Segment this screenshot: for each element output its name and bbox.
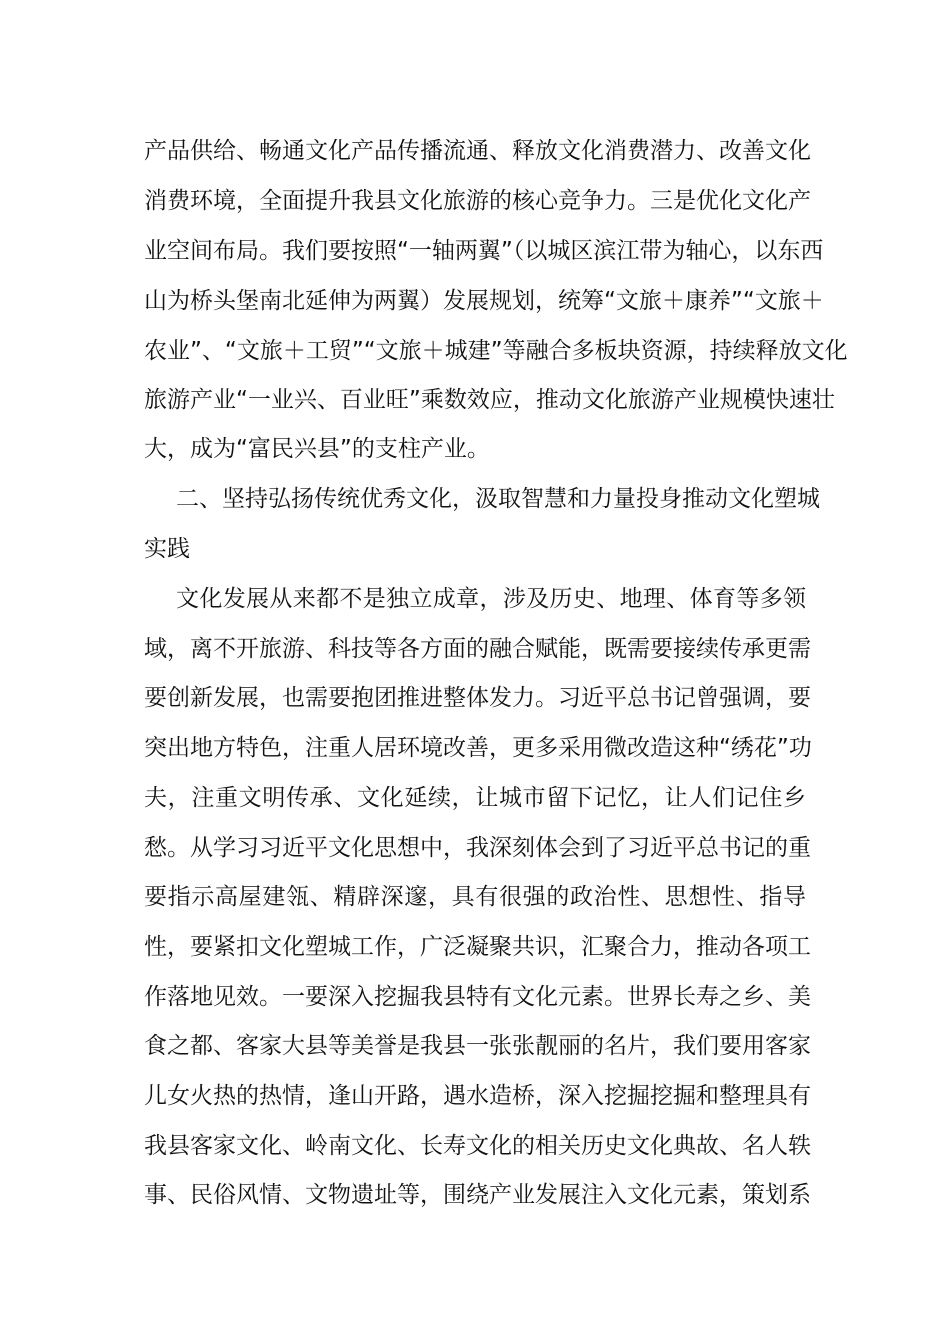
text-line: 产品供给、畅通文化产品传播流通、释放文化消费潜力、改善文化 xyxy=(144,138,811,164)
text-line: 突出地方特色，注重人居环境改善，更多采用微改造这种“绣花”功 xyxy=(144,735,812,761)
text-line: 业空间布局。我们要按照“一轴两翼”（以城区滨江带为轴心，以东西 xyxy=(144,238,824,264)
text-line: 旅游产业“一业兴、百业旺”乘数效应，推动文化旅游产业规模快速壮 xyxy=(144,387,835,413)
text-line: 域，离不开旅游、科技等各方面的融合赋能，既需要接续传承更需 xyxy=(144,636,811,662)
section-heading-line: 二、坚持弘扬传统优秀文化，汲取智慧和力量投身推动文化塑城 xyxy=(176,486,820,512)
text-line: 我县客家文化、岭南文化、长寿文化的相关历史文化典故、名人轶 xyxy=(144,1133,811,1159)
text-line: 山为桥头堡南北延伸为两翼）发展规划，统筹“文旅＋康养”“文旅＋ xyxy=(144,288,824,314)
text-line: 夫，注重文明传承、文化延续，让城市留下记忆，让人们记住乡 xyxy=(144,785,806,811)
text-line: 作落地见效。一要深入挖掘我县特有文化元素。世界长寿之乡、美 xyxy=(144,984,811,1010)
text-line: 性，要紧扣文化塑城工作，广泛凝聚共识，汇聚合力，推动各项工 xyxy=(144,934,811,960)
text-line: 食之都、客家大县等美誉是我县一张张靓丽的名片，我们要用客家 xyxy=(144,1033,811,1059)
text-line: 农业”、“文旅＋工贸”“文旅＋城建”等融合多板块资源，持续释放文化 xyxy=(144,338,848,364)
text-line: 儿女火热的热情，逢山开路，遇水造桥，深入挖掘挖掘和整理具有 xyxy=(144,1083,811,1109)
text-line: 事、民俗风情、文物遗址等，围绕产业发展注入文化元素，策划系 xyxy=(144,1182,811,1208)
text-line: 要指示高屋建瓴、精辟深邃，具有很强的政治性、思想性、指导 xyxy=(144,884,806,910)
text-line: 大，成为“富民兴县”的支柱产业。 xyxy=(144,436,490,462)
section-heading-line: 实践 xyxy=(144,536,190,562)
text-line: 消费环境，全面提升我县文化旅游的核心竞争力。三是优化文化产 xyxy=(144,188,811,214)
text-line: 文化发展从来都不是独立成章，涉及历史、地理、体育等多领 xyxy=(176,586,806,612)
text-line: 要创新发展，也需要抱团推进整体发力。习近平总书记曾强调，要 xyxy=(144,685,811,711)
text-line: 愁。从学习习近平文化思想中，我深刻体会到了习近平总书记的重 xyxy=(144,835,811,861)
